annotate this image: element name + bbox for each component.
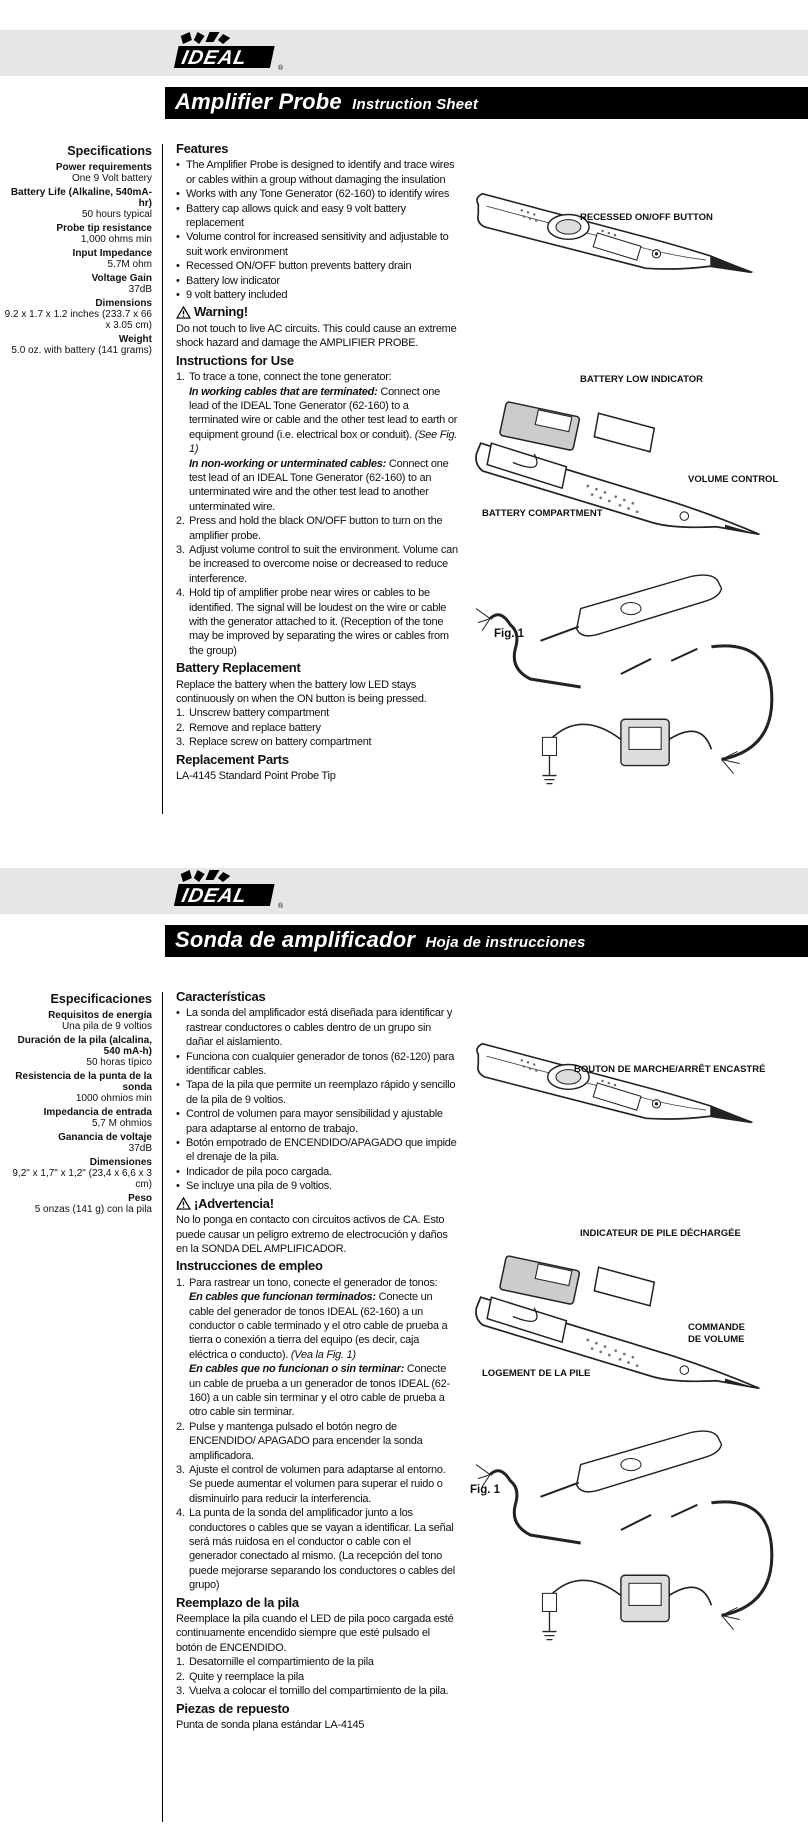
spec-item	[0, 248, 152, 270]
warning-text: Do not touch to live AC circuits. This could cause an extreme shock hazard and damage the AMPLIFIER PROBE.	[176, 322, 457, 350]
list-item: 1. Desatornille el compartimiento de la pila	[176, 1656, 374, 1669]
spec-item	[0, 1107, 152, 1129]
callout-battery-low: BATTERY LOW INDICATOR	[580, 374, 703, 385]
ideal-logo	[168, 30, 288, 74]
callout-battery-low: INDICATEUR DE PILE DÉCHARGÉE	[580, 1228, 741, 1239]
illustrations	[470, 150, 802, 710]
spec-value: 50 hours typical	[81, 209, 152, 220]
list-item: 2. Press and hold the black ON/OFF button to turn on the amplifier probe.	[176, 515, 443, 542]
spec-label: Requisitos de energía	[48, 1010, 152, 1021]
warning-icon	[176, 306, 191, 319]
instructions-heading: Instructions for Use	[176, 352, 294, 368]
feature-item: • Botón empotrado de ENCENDIDO/APAGADO que impide el drenaje de la pila.	[176, 1136, 458, 1165]
list-item: 2. Quite y reemplace la pila	[176, 1670, 304, 1683]
fig1-label: Fig. 1	[494, 628, 525, 640]
spec-value: One 9 Volt battery	[71, 173, 152, 184]
list-item: 1. Para rastrear un tono, conecte el generador de tonos: En cables que funcionan terminados: Conecte un cable del generador de tonos IDEAL (62-160) a un conductor o cable terminado y el otro cable de prueba a tierra o conexión a tierra del equipo (es decir, caja eléctrica o conducto). (Vea la Fig. 1) En cables que no funcionan o sin terminar: Conecte un cable de prueba a un generador de tonos IDEAL (62-160) a un cable sin terminar y el otro cable de prueba a otro cable sin terminar.	[176, 1276, 458, 1420]
callout-volume-line2: DE VOLUME	[688, 1334, 745, 1345]
illustrations	[470, 998, 802, 1598]
feature-item: • 9 volt battery included	[176, 288, 458, 302]
parts-text: Punta de sonda plana estándar LA-4145	[176, 1718, 365, 1731]
spec-item	[0, 162, 152, 184]
instructions-list	[176, 1276, 458, 1593]
specifications-panel	[0, 144, 152, 359]
svg-text:IDEAL: IDEAL	[179, 885, 250, 907]
sub-step: En cables que no funcionan o sin terminar: Conecte un cable de prueba a un generador de tonos IDEAL (62-160) a un cable sin terminar y el otro cable de prueba a otro cable sin terminar.	[189, 1363, 450, 1419]
warning-text: No lo ponga en contacto con circuitos activos de CA. Esto puede causar un peligro extremo de electrocución y daños en la SONDA DEL AMPLIFICADOR.	[176, 1214, 448, 1255]
list-item: 4. Hold tip of amplifier probe near wires or cables to be identified. The signal will be loudest on the wire or cable with the generator attached to it. (Reception of the tone may be improved by separating the wires or cables from the group)	[176, 587, 449, 657]
feature-item: • Battery low indicator	[176, 274, 458, 288]
callout-onoff: BOUTON DE MARCHE/ARRÊT ENCASTRÉ	[574, 1064, 766, 1075]
list-item: 2. Pulse y mantenga pulsado el botón negro de ENCENDIDO/ APAGADO para encender la sonda amplificadora.	[176, 1420, 423, 1462]
feature-item: • Works with any Tone Generator (62-160) to identify wires	[176, 187, 458, 201]
battery-compartment-illustration	[470, 400, 770, 540]
english-section	[0, 30, 808, 830]
feature-item: • La sonda del amplificador está diseñada para identificar y rastrear conductores o cables dentro de un grupo sin dañar el aislamiento.	[176, 1006, 458, 1049]
instructions-heading: Instrucciones de empleo	[176, 1258, 323, 1274]
sub-step: En cables que funcionan terminados: Conecte un cable del generador de tonos IDEAL (62-160) a un conductor o cable terminado y el otro cable de prueba a tierra o conexión a tierra del equipo (es decir, caja eléctrica o conducto). (Vea la Fig. 1)	[189, 1291, 448, 1361]
features-heading: Características	[176, 989, 266, 1004]
spec-value: 1,000 ohms min	[80, 234, 152, 245]
spec-value: 5 onzas (141 g) con la pila	[34, 1204, 152, 1215]
callout-battery-compartment: BATTERY COMPARTMENT	[482, 508, 603, 519]
list-item: 3. Replace screw on battery compartment	[176, 736, 372, 749]
title-bar	[165, 87, 808, 119]
battery-heading: Battery Replacement	[176, 660, 301, 676]
spec-label: Impedancia de entrada	[43, 1107, 152, 1118]
feature-item: • The Amplifier Probe is designed to identify and trace wires or cables within a group without damaging the insulation	[176, 158, 458, 187]
svg-text:®: ®	[278, 903, 284, 910]
feature-item: • Indicador de pila poco cargada.	[176, 1165, 458, 1179]
svg-text:IDEAL: IDEAL	[179, 47, 250, 69]
specifications-panel	[0, 992, 152, 1218]
spec-label: Power requirements	[55, 162, 152, 173]
feature-item: • Battery cap allows quick and easy 9 volt battery replacement	[176, 202, 458, 231]
spec-item	[0, 1132, 152, 1154]
spec-item	[0, 1157, 152, 1190]
fig1-label: Fig. 1	[470, 1484, 501, 1496]
probe-illustration	[470, 1030, 760, 1130]
spec-value: 9.2 x 1.7 x 1.2 inches (233.7 x 66 x 3.05 cm)	[4, 309, 152, 331]
spec-value: 37dB	[128, 284, 152, 295]
spec-label: Voltage Gain	[91, 273, 152, 284]
battery-heading: Reemplazo de la pila	[176, 1594, 299, 1610]
spec-label: Weight	[118, 334, 152, 345]
battery-steps	[176, 1655, 458, 1698]
battery-steps	[176, 706, 458, 749]
instructions-list	[176, 370, 458, 658]
features-list	[176, 1006, 458, 1193]
parts-heading: Piezas de repuesto	[176, 1700, 290, 1716]
callout-battery-compartment: LOGEMENT DE LA PILE	[482, 1368, 591, 1379]
battery-text: Replace the battery when the battery low LED stays continuously on when the ON button is being pressed.	[176, 678, 427, 706]
spec-item	[0, 1010, 152, 1032]
features-list	[176, 158, 458, 302]
spec-value: 50 horas típico	[86, 1057, 152, 1068]
spec-item	[0, 334, 152, 356]
page-title: Amplifier Probe	[175, 89, 342, 114]
feature-item: • Control de volumen para mayor sensibilidad y ajustable para adaptarse al entorno de trabajo.	[176, 1107, 458, 1136]
callout-onoff: RECESSED ON/OFF BUTTON	[580, 212, 713, 223]
specs-heading: Specifications	[67, 144, 152, 158]
column-divider	[162, 144, 163, 814]
features-heading: Features	[176, 141, 229, 156]
spec-item	[0, 1193, 152, 1215]
parts-heading: Replacement Parts	[176, 751, 289, 767]
fig1-illustration	[470, 568, 802, 790]
warning-icon	[176, 1197, 191, 1210]
spec-item	[0, 187, 152, 220]
list-item: 1. To trace a tone, connect the tone generator: In working cables that are terminated: Connect one lead of the IDEAL Tone Generator (62-160) to a terminated wire or cable and the other test lead to earth or equipment ground (i.e. electrical box or conduit). (See Fig. 1) In non-working or unterminated cables: Connect one test lead of an IDEAL Tone Generator (62-160) to an unterminated wire and the other test lead to another unterminated wire.	[176, 371, 458, 513]
sub-step: In non-working or unterminated cables: Connect one test lead of an IDEAL Tone Generator (62-160) to an unterminated wire and the other test lead to another unterminated wire.	[189, 457, 449, 513]
page-title: Sonda de amplificador	[175, 927, 416, 952]
spec-item	[0, 223, 152, 245]
feature-item: • Se incluye una pila de 9 voltios.	[176, 1179, 458, 1193]
spec-label: Duración de la pila (alcalina, 540 mA-h)	[17, 1035, 152, 1057]
spec-item	[0, 298, 152, 331]
warning-heading: Warning!	[176, 305, 458, 319]
spec-label: Battery Life (Alkaline, 540mA-hr)	[10, 187, 152, 209]
feature-item: • Recessed ON/OFF button prevents battery drain	[176, 259, 458, 273]
main-content	[176, 990, 458, 1732]
spec-value: 37dB	[128, 1143, 152, 1154]
column-divider	[162, 992, 163, 1822]
spec-label: Dimensiones	[89, 1157, 152, 1168]
spec-item	[0, 1035, 152, 1068]
parts-text: LA-4145 Standard Point Probe Tip	[176, 770, 336, 783]
list-item: 3. Ajuste el control de volumen para adaptarse al entorno. Se puede aumentar el volumen para superar el ruido o disminuirlo para reducir la interferencia.	[176, 1464, 446, 1505]
fig1-illustration	[470, 1424, 802, 1646]
probe-illustration	[470, 180, 760, 280]
warning-heading: ¡Advertencia!	[176, 1197, 458, 1211]
list-item: 3. Adjust volume control to suit the environment. Volume can be increased to overcome noise or decreased to reduce interference.	[176, 543, 458, 585]
list-item: 3. Vuelva a colocar el tornillo del compartimiento de la pila.	[176, 1685, 449, 1698]
svg-text:®: ®	[278, 65, 284, 72]
spanish-section	[0, 868, 808, 1833]
feature-item: • Tapa de la pila que permite un reemplazo rápido y sencillo de la pila de 9 voltios.	[176, 1078, 458, 1107]
callout-volume-line1: COMMANDE	[688, 1322, 745, 1333]
spec-label: Resistencia de la punta de la sonda	[15, 1071, 152, 1093]
logo-band	[0, 868, 808, 914]
title-bar	[165, 925, 808, 957]
list-item: 4. La punta de la sonda del amplificador junto a los conductores o cables que se vayan a identificar. La señal será más ruidosa en el conductor o cable con el generador conectado al mismo. (La recepción del tono puede mejorarse separando los conductores o cables del grupo)	[176, 1507, 455, 1592]
page-subtitle: Instruction Sheet	[352, 96, 479, 113]
list-item: 1. Unscrew battery compartment	[176, 707, 329, 720]
callout-volume: VOLUME CONTROL	[688, 474, 779, 485]
spec-value: 1000 ohmios min	[75, 1093, 152, 1104]
spec-value: 5,7 M ohmios	[91, 1118, 152, 1129]
feature-item: • Funciona con cualquier generador de tonos (62-120) para identificar cables.	[176, 1050, 458, 1079]
ideal-logo	[168, 868, 288, 912]
spec-label: Ganancia de voltaje	[58, 1132, 152, 1143]
list-item: 2. Remove and replace battery	[176, 721, 321, 734]
spec-label: Probe tip resistance	[56, 223, 152, 234]
sub-step: In working cables that are terminated: Connect one lead of the IDEAL Tone Generator (62-160) to a terminated wire or cable and the other test lead to earth or equipment ground (i.e. electrical box or conduit). (See Fig. 1)	[189, 385, 458, 456]
specs-heading: Especificaciones	[50, 992, 152, 1006]
logo-band	[0, 30, 808, 76]
spec-value: Una pila de 9 voltios	[61, 1021, 152, 1032]
page-subtitle: Hoja de instrucciones	[425, 934, 586, 951]
main-content	[176, 142, 458, 783]
spec-value: 5.0 oz. with battery (141 grams)	[11, 345, 152, 356]
spec-item	[0, 1071, 152, 1104]
feature-item: • Volume control for increased sensitivity and adjustable to suit work environment	[176, 230, 458, 259]
battery-text: Reemplace la pila cuando el LED de pila poco cargada esté continuamente encendido siempre que esté pulsado el botón de ENCENDIDO.	[176, 1613, 454, 1654]
spec-label: Peso	[128, 1193, 152, 1204]
spec-label: Input Impedance	[72, 248, 152, 259]
spec-value: 9,2" x 1,7" x 1,2" (23,4 x 6,6 x 3 cm)	[12, 1168, 152, 1190]
spec-value: 5.7M ohm	[107, 259, 152, 270]
spec-item	[0, 273, 152, 295]
spec-label: Dimensions	[95, 298, 152, 309]
